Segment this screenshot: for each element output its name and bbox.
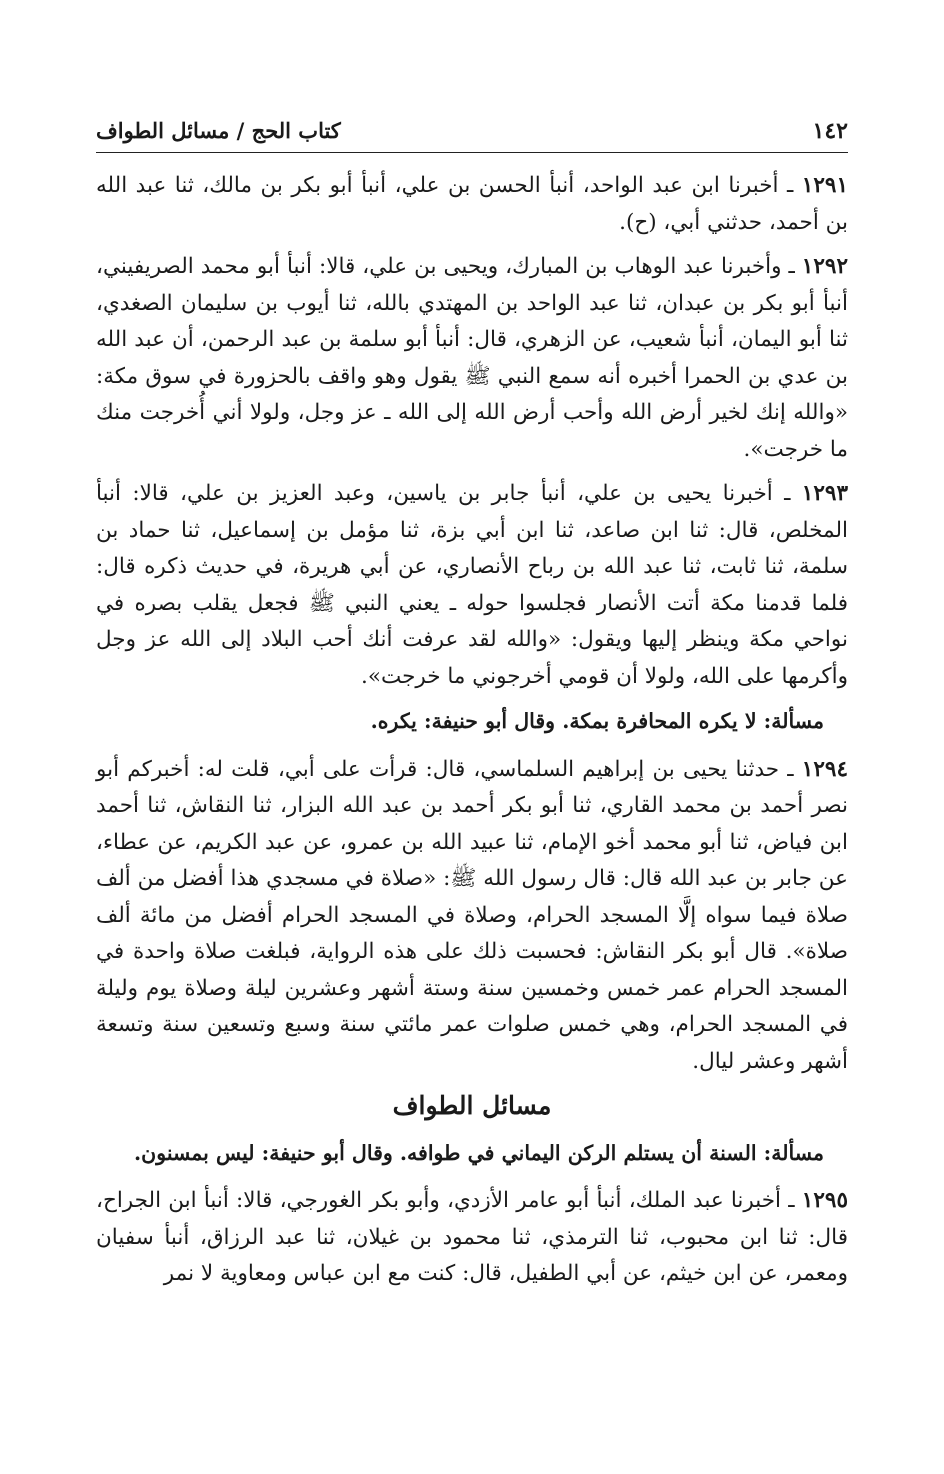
- page-body: [96, 168, 848, 1301]
- running-title: كتاب الحج / مسائل الطواف: [96, 118, 341, 143]
- hadith-text: ـ أخبرنا ابن عبد الواحد، أنبأ الحسن بن علي، أنبأ أبو بكر بن مالك، ثنا عبد الله بن أحمد، حدثني أبي، (ح).: [96, 173, 848, 235]
- section-heading: مسائل الطواف: [392, 1091, 552, 1120]
- hadith-text: ـ أخبرنا يحيى بن علي، أنبأ جابر بن ياسين، وعبد العزيز بن علي، قالا: أنبأ المخلص، قال: ثنا ابن صاعد، ثنا ابن أبي بزة، ثنا مؤمل بن إسماعيل، ثنا حماد بن سلمة، ثنا ثابت، ثنا عبد الله بن رباح الأنصاري، عن أبي هريرة، في حديث ذكره قال: فلما قدمنا مكة أتت الأنصار فجلسوا حوله ـ يعني النبي ﷺ فجعل يقلب بصره في نواحي مكة وينظر إليها ويقول: «والله لقد عرفت أنك أحب البلاد إلى الله عز وجل وأكرمها على الله، ولولا أن قومي أخرجوني ما خرجت».: [96, 481, 848, 689]
- hadith-text: ـ أخبرنا عبد الملك، أنبأ أبو عامر الأزدي، وأبو بكر الغورجي، قالا: أنبأ ابن الجراح، قال: ثنا ابن محبوب، ثنا الترمذي، ثنا محمود بن غيلان، ثنا عبد الرزاق، أنبأ سفيان ومعمر، عن ابن خيثم، عن أبي الطفيل، قال: كنت مع ابن عباس ومعاوية لا نمر: [96, 1188, 848, 1286]
- hadith-text: ـ وأخبرنا عبد الوهاب بن المبارك، ويحيى بن علي، قالا: أنبأ أبو محمد الصريفيني، أنبأ أبو بكر بن عبدان، ثنا عبد الواحد بن المهتدي بالله، ثنا أيوب بن سليمان الصغدي، ثنا أبو اليمان، أنبأ شعيب، عن الزهري، قال: أنبأ أبو سلمة بن عبد الرحمن، أن عبد الله بن عدي بن الحمرا أخبره أنه سمع النبي ﷺ يقول وهو واقف بالحزورة في سوق مكة: «والله إنك لخير أرض الله وأحب أرض الله إلى الله ـ عز وجل، ولولا أني أُخرجت منك ما خرجت».: [96, 254, 848, 462]
- hadith-number: ١٢٩١: [801, 173, 848, 198]
- hadith-number: ١٢٩٢: [801, 254, 848, 279]
- issue-statement: مسألة: السنة أن يستلم الركن اليماني في طوافه. وقال أبو حنيفة: ليس بمسنون.: [134, 1140, 824, 1165]
- hadith-1292: [96, 249, 848, 468]
- issue-statement: مسألة: لا يكره المحافرة بمكة. وقال أبو حنيفة: يكره.: [370, 709, 824, 733]
- hadith-number: ١٢٩٣: [801, 481, 848, 506]
- hadith-1294: [96, 752, 848, 1081]
- hadith-number: ١٢٩٥: [801, 1188, 848, 1213]
- hadith-1291: [96, 168, 848, 241]
- hadith-number: ١٢٩٤: [801, 756, 848, 782]
- hadith-1293: [96, 476, 848, 695]
- hadith-1295: [96, 1183, 848, 1293]
- page-header: [96, 112, 848, 153]
- page-number: ١٤٢: [812, 118, 848, 144]
- hadith-text: ـ حدثنا يحيى بن إبراهيم السلماسي، قال: قرأت على أبي، قلت له: أخبركم أبو نصر أحمد بن محمد القاري، ثنا أبو بكر أحمد بن عبد الله البزار، ثنا النقاش، ثنا أحمد ابن فياض، ثنا أبو محمد أخو الإمام، ثنا عبيد الله بن عمرو، عن عبد الكريم، عن عطاء، عن جابر بن عبد الله قال: قال رسول الله ﷺ: «صلاة في مسجدي هذا أفضل من ألف صلاة فيما سواه إلَّا المسجد الحرام، وصلاة في المسجد الحرام أفضل من مائة ألف صلاة». قال أبو بكر النقاش: فحسبت ذلك على هذه الرواية، فبلغت صلاة واحدة في المسجد الحرام عمر خمس وخمسين سنة وستة أشهر وعشرين ليلة وصلاة يوم وليلة في المسجد الحرام، وهي خمس صلوات عمر مائتي سنة وسبع وتسعين سنة وتسعة أشهر وعشر ليال.: [96, 756, 848, 1074]
